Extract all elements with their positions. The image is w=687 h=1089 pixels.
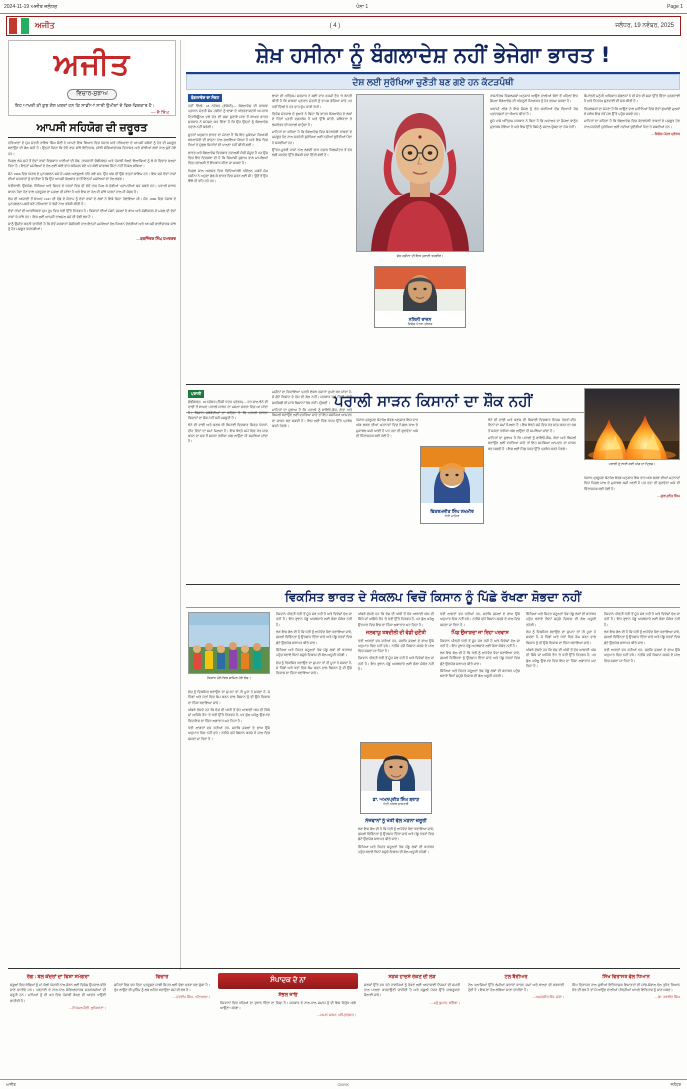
economist-face-illustration (361, 743, 431, 791)
parali-column-4 (488, 418, 576, 580)
letter-1-body: ਸਕੂਲਾਂ ਵਿਚ ਬੱਚਿਆਂ ਨੂੰ ਮਾਂ-ਬੋਲੀ ਪੰਜਾਬੀ ਨਾਲ ਜੋੜਨ ਲਈ ਵਿਸ਼ੇਸ਼ ਉਪਰਾਲੇ ਕੀਤੇ ਜਾਣੇ ਚਾਹੀਦੇ ਹਨ। ਪੜ੍ਹਾਈ ਦੇ ਨਾਲ-ਨਾਲ ਸੱਭਿਆਚਾਰਕ ਸਰਗਰਮੀਆਂ ਵੀ ਜ਼ਰੂਰੀ ਹਨ। ਮਾਪਿਆਂ ਨੂੰ ਵੀ ਘਰ ਵਿਚ ਪੰਜਾਬੀ ਬੋਲਣ ਦੀ ਆਦਤ ਪਾਉਣੀ ਚਾਹੀਦੀ ਹੈ। (10, 982, 106, 1003)
band-page-number: ( 4 ) (329, 23, 341, 29)
parali-portrait-name: ਵਿਕਰਮਜੀਤ ਸਿੰਘ ਲਖਮੀਰ (430, 509, 474, 514)
parali-headline: ਪਰਾਲੀ ਸਾੜਨ ਕਿਸਾਨਾਂ ਦਾ ਸ਼ੌਕ ਨਹੀਂ (334, 392, 532, 410)
farmers-c1-p0: ਦੇਸ਼ ਨੂੰ ਵਿਕਸਿਤ ਬਣਾਉਣ ਦਾ ਸੁਪਨਾ ਤਾਂ ਹੀ ਪੂਰਾ ਹੋ ਸਕਦਾ ਹੈ, ਜੇ ਪਿੰਡਾਂ ਅਤੇ ਖੇਤਾਂ ਵਿਚ ਕੰਮ ਕਰਨ ਵਾਲੇ ਕਿਸਾਨ ਨੂੰ ਵੀ ਉਸੇ ਵਿਕਾਸ ਦਾ ਹਿੱਸਾ ਬਣਾਇਆ ਜਾਵੇ। (188, 690, 270, 705)
editorial-title: ਆਪਸੀ ਸਹਿਯੋਗ ਦੀ ਜ਼ਰੂਰਤ (36, 122, 148, 134)
analyst-face-illustration (375, 267, 465, 311)
lead-c2-p1: ਵਿਦੇਸ਼ ਮੰਤਰਾਲੇ ਦੇ ਬੁਲਾਰੇ ਨੇ ਕਿਹਾ ਕਿ ਭਾਰਤ ਬੰਗਲਾਦੇਸ਼ ਦੇ ਲੋਕਾਂ ਦੇ ਹਿੱਤਾਂ ਪ੍ਰਤੀ ਵਚਨਬੱਧ ਹੈ ਅਤੇ ਉੱਥੇ ਸ਼ਾਂਤੀ, ਸਥਿਰਤਾ ਤੇ ਲੋਕਤੰਤਰ ਦੀ ਬਹਾਲੀ ਚਾਹੁੰਦਾ ਹੈ। (272, 111, 352, 127)
lead-headline-text: ਸ਼ੇਖ਼ ਹਸੀਨਾ ਨੂੰ ਬੰਗਲਾਦੇਸ਼ ਨਹੀਂ ਭੇਜੇਗਾ ਭਾਰਤ ! (255, 42, 611, 67)
farm-expert-face-illustration (421, 447, 483, 503)
page-footer (0, 1079, 687, 1089)
farmers-photo (188, 612, 270, 674)
letter-2-sign: —ਹਰਦੀਪ ਸਿੰਘ, ਪਟਿਆਲਾ। (172, 995, 210, 1000)
section-rule-lead (186, 384, 680, 385)
editorial-para-6: ਸਾਨੂੰ ਉਮੀਦ ਕਰਨੀ ਚਾਹੀਦੀ ਹੈ ਕਿ ਦੋਵੇਂ ਸਰਕਾਰਾਂ ਸੰਜੀਦਗੀ ਨਾਲ ਇਨ੍ਹਾਂ ਮਸਲਿਆਂ ਵੱਲ ਧਿਆਨ ਦੇਣਗੀਆਂ ਅਤੇ ਆਪਸੀ ਭਾਈਚਾਰਕ ਸਾਂਝ ਨੂੰ ਹੋਰ ਮਜ਼ਬੂਤ ਕਰਨਗੀਆਂ। (8, 222, 176, 232)
letter-column-3 (220, 992, 356, 1078)
letter-4-body: ਸੜਕਾਂ ਉੱਤੇ ਵਧ ਰਹੇ ਹਾਦਸਿਆਂ ਨੂੰ ਰੋਕਣ ਲਈ ਆਵਾਜਾਈ ਨਿਯਮਾਂ ਦੀ ਸਖ਼ਤੀ ਨਾਲ ਪਾਲਣਾ ਕਰਵਾਉਣੀ ਚਾਹੀਦੀ ਹੈ ਅਤੇ ਸਕੂਲੀ ਪੱਧਰ ਉੱਤੇ ਜਾਗਰੂਕਤਾ ਫੈਲਾਈ ਜਾਵੇ। (364, 982, 460, 998)
parali-c2-p0: ਮਸ਼ੀਨਾਂ ਦਾ ਕਿਰਾਇਆ ਪ੍ਰਤੀ ਏਕੜ ਹਜ਼ਾਰਾਂ ਰੁਪਏ ਬਣ ਜਾਂਦਾ ਹੈ, ਜੋ ਛੋਟੇ ਕਿਸਾਨ ਦੇ ਵੱਸ ਦੀ ਗੱਲ ਨਹੀਂ। ਸਰਕਾਰ ਵਲੋਂ ਦਿੱਤੀ ਜਾਂਦੀ ਸਬਸਿਡੀ ਵੀ ਸਾਰੇ ਕਿਸਾਨਾਂ ਤੱਕ ਨਹੀਂ ਪਹੁੰਚਦੀ। (272, 390, 352, 405)
footer-center: CMYK (337, 1082, 350, 1087)
farmers-c6-p1: ਲੋੜ ਇਸ ਗੱਲ ਦੀ ਹੈ ਕਿ ਖੇਤੀ ਨੂੰ ਲਾਹੇਵੰਦ ਧੰਦਾ ਬਣਾਇਆ ਜਾਵੇ, ਫ਼ਸਲੀ ਵਿਭਿੰਨਤਾ ਨੂੰ ਉਤਸ਼ਾਹ ਦਿੱਤਾ ਜਾਵੇ ਅਤੇ ਪੇਂਡੂ ਖੇਤਰਾਂ ਵਿਚ ਛੋਟੇ ਉਦਯੋਗ ਸਥਾਪਤ ਕੀਤੇ ਜਾਣ। (604, 629, 680, 645)
farmers-portrait (360, 742, 432, 814)
farmers-c2-p3: ਦੇਸ਼ ਨੂੰ ਵਿਕਸਿਤ ਬਣਾਉਣ ਦਾ ਸੁਪਨਾ ਤਾਂ ਹੀ ਪੂਰਾ ਹੋ ਸਕਦਾ ਹੈ, ਜੇ ਪਿੰਡਾਂ ਅਤੇ ਖੇਤਾਂ ਵਿਚ ਕੰਮ ਕਰਨ ਵਾਲੇ ਕਿਸਾਨ ਨੂੰ ਵੀ ਉਸੇ ਵਿਕਾਸ ਦਾ ਹਿੱਸਾ ਬਣਾਇਆ ਜਾਵੇ। (276, 660, 352, 676)
editorial-para-2: ਸੰਨ 1966 ਵਿਚ ਪੰਜਾਬ ਦੇ ਪੁਨਰਗਠਨ ਸਮੇਂ ਜੋ ਮਸਲੇ ਅਣਸੁਲਝੇ ਰਹਿ ਗਏ ਸਨ, ਉਹ ਅੱਜ ਵੀ ਉਸੇ ਤਰ੍ਹਾਂ ਕਾਇਮ ਹਨ। ਇਸ ਸਮੇਂ ਦੋਵਾਂ ਰਾਜਾਂ ਦੀਆਂ ਸਰਕਾਰਾਂ ਨੂੰ ਚਾਹੀਦਾ ਹੈ ਕਿ ਉਹ ਆਪਸੀ ਗੱਲਬਾਤ ਰਾਹੀਂ ਇਨ੍ਹਾਂ ਮਸਲਿਆਂ ਦਾ ਹੱਲ ਲੱਭਣ। (8, 171, 176, 181)
farmers-c4-p1: ਨੌਜਵਾਨ ਪੀੜ੍ਹੀ ਖੇਤੀ ਤੋਂ ਮੂੰਹ ਮੋੜ ਰਹੀ ਹੈ ਅਤੇ ਵਿਦੇਸ਼ਾਂ ਵੱਲ ਜਾ ਰਹੀ ਹੈ। ਇਹ ਰੁਝਾਨ ਪੇਂਡੂ ਅਰਥਚਾਰੇ ਲਈ ਚੰਗਾ ਸੰਕੇਤ ਨਹੀਂ ਹੈ। (440, 638, 520, 648)
footer-left: ਅਜੀਤ (6, 1082, 16, 1087)
farmers-c3-p2: ਨੌਜਵਾਨ ਪੀੜ੍ਹੀ ਖੇਤੀ ਤੋਂ ਮੂੰਹ ਮੋੜ ਰਹੀ ਹੈ ਅਤੇ ਵਿਦੇਸ਼ਾਂ ਵੱਲ ਜਾ ਰਹੀ ਹੈ। ਇਹ ਰੁਝਾਨ ਪੇਂਡੂ ਅਰਥਚਾਰੇ ਲਈ ਚੰਗਾ ਸੰਕੇਤ ਨਹੀਂ ਹੈ। (358, 656, 434, 672)
letter-column-2 (114, 974, 210, 1078)
letter-5-title: ਟੋਲ ਬੈਰੀਅਰ (504, 975, 528, 980)
editorial-para-0: ਹਰਿਆਣਾ ਦੇ ਮੁੱਖ ਮੰਤਰੀ ਨਾਇਬ ਸਿੰਘ ਸੈਣੀ ਨੇ ਆਪਣੇ ਇਕ ਬਿਆਨ ਵਿਚ ਪੰਜਾਬ ਅਤੇ ਹਰਿਆਣਾ ਦੇ ਆਪਸੀ ਸਬੰਧਾਂ ਨੂੰ ਹੋਰ ਵੀ ਮਜ਼ਬੂਤ ਬਣਾਉਣ ਦੀ ਗੱਲ ਕਹੀ ਹੈ। ਉਨ੍ਹਾਂ ਕਿਹਾ ਕਿ ਦੋਵੇਂ ਰਾਜ ਸਾਂਝੇ ਇਤਿਹਾਸ, ਸਾਂਝੀ ਸੱਭਿਆਚਾਰਕ ਵਿਰਾਸਤ ਅਤੇ ਸਾਂਝੀਆਂ ਲੋੜਾਂ ਨਾਲ ਜੁੜੇ ਹੋਏ ਹਨ। (8, 141, 176, 156)
lead-column-1 (188, 94, 268, 380)
letter-column-5 (468, 974, 564, 1078)
letter-6-title: ਸਿੱਖ ਵਿਰਾਸਤ ਵੱਲ ਧਿਆਨ (602, 975, 650, 980)
letter-5-body: ਟੋਲ ਪਲਾਜ਼ਿਆਂ ਉੱਤੇ ਲੰਮੀਆਂ ਕਤਾਰਾਂ ਕਾਰਨ ਸਮਾਂ ਅਤੇ ਬਾਲਣ ਦੀ ਬਰਬਾਦੀ ਹੁੰਦੀ ਹੈ। ਇਸ ਦਾ ਹੱਲ ਲੱਭਿਆ ਜਾਣਾ ਚਾਹੀਦਾ ਹੈ। (468, 982, 564, 992)
farmers-headline: ਵਿਕਸਿਤ ਭਾਰਤ ਦੇ ਸੰਕਲਪ ਵਿਚੋਂ ਕਿਸਾਨ ਨੂੰ ਪਿੱਛੇ ਰੱਖਣਾ ਸ਼ੋਭਦਾ ਨਹੀਂ (285, 590, 581, 604)
parali-c4-p0: ਝੋਨੇ ਦੀ ਵਾਢੀ ਅਤੇ ਕਣਕ ਦੀ ਬਿਜਾਈ ਵਿਚਕਾਰ ਸਿਰਫ਼ ਪੰਦਰਾਂ-ਵੀਹ ਦਿਨਾਂ ਦਾ ਸਮਾਂ ਮਿਲਦਾ ਹੈ। ਇਸ ਥੋੜ੍ਹੇ ਸਮੇਂ ਵਿਚ ਖੇਤ ਸਾਫ਼ ਕਰਨ ਦਾ ਸਭ ਤੋਂ ਸਸਤਾ ਤਰੀਕਾ ਅੱਗ ਲਾਉਣਾ ਹੀ ਸਮਝਿਆ ਜਾਂਦਾ ਹੈ। (488, 418, 576, 433)
farmers-c4-p0: ਖੇਤੀ ਲਾਗਤਾਂ ਵਧ ਰਹੀਆਂ ਹਨ, ਜਦਕਿ ਫ਼ਸਲਾਂ ਦੇ ਭਾਅ ਉਸੇ ਅਨੁਪਾਤ ਵਿਚ ਨਹੀਂ ਵਧੇ। ਨਤੀਜੇ ਵਜੋਂ ਕਿਸਾਨ ਕਰਜ਼ੇ ਦੇ ਜਾਲ ਵਿਚ ਫਸਦਾ ਜਾ ਰਿਹਾ ਹੈ। (440, 612, 520, 627)
farmers-c1-p2: ਖੇਤੀ ਲਾਗਤਾਂ ਵਧ ਰਹੀਆਂ ਹਨ, ਜਦਕਿ ਫ਼ਸਲਾਂ ਦੇ ਭਾਅ ਉਸੇ ਅਨੁਪਾਤ ਵਿਚ ਨਹੀਂ ਵਧੇ। ਨਤੀਜੇ ਵਜੋਂ ਕਿਸਾਨ ਕਰਜ਼ੇ ਦੇ ਜਾਲ ਵਿਚ ਫਸਦਾ ਜਾ ਰਿਹਾ ਹੈ। (188, 725, 270, 741)
parali-column-3 (356, 418, 418, 580)
farmers-column-4 (440, 612, 520, 960)
parali-c1-p0: ਚੰਡੀਗੜ੍ਹ, 18 ਨਵੰਬਰ (ਨਿੱਜੀ ਪੱਤਰ ਪ੍ਰੇਰਕ)— ਹਰ ਸਾਲ ਝੋਨੇ ਦੀ ਵਾਢੀ ਤੋਂ ਬਾਅਦ ਪਰਾਲੀ ਸਾੜਨ ਦਾ ਮਸਲਾ ਚਰਚਾ ਵਿਚ ਆ ਜਾਂਦਾ ਹੈ। ਕਿਸਾਨ ਜਥੇਬੰਦੀਆਂ ਦਾ ਕਹਿਣਾ ਹੈ ਕਿ ਪਰਾਲੀ ਸਾੜਨਾ ਕਿਸਾਨਾਂ ਦਾ ਸ਼ੌਕ ਨਹੀਂ ਸਗੋਂ ਮਜਬੂਰੀ ਹੈ। (188, 400, 268, 421)
farmers-sub2: ਪਿੰਡ ਉਜਾੜਦਾ ਜਾ ਰਿਹਾ ਪਰਵਾਸ (451, 630, 509, 636)
band-date: ਜਲੰਧਰ, 19 ਨਵੰਬਰ, 2025 (615, 22, 674, 29)
letter-1-title: ਰੰਗ : ਬੋਲ ਕੇਂਦਰਾਂ ਦਾ ਵਿਸ਼ਾ ਸਮੱਗਰਾ (26, 975, 90, 980)
farmers-column-5 (526, 612, 596, 960)
parali-kicker: ਪਰਾਲੀ (188, 390, 204, 398)
letter-6-sign: —ਡਾ. ਰਣਬੀਰ ਸਿੰਘ (654, 995, 680, 1000)
farmers-c1-p1: ਅੰਕੜੇ ਦੱਸਦੇ ਹਨ ਕਿ ਦੇਸ਼ ਦੀ ਅੱਧੀ ਤੋਂ ਵੱਧ ਆਬਾਦੀ ਅੱਜ ਵੀ ਸਿੱਧੇ ਜਾਂ ਅਸਿੱਧੇ ਤੌਰ 'ਤੇ ਖੇਤੀ ਉੱਤੇ ਨਿਰਭਰ ਹੈ, ਪਰ ਕੁੱਲ ਘਰੇਲੂ ਉਤਪਾਦ ਵਿਚ ਇਸ ਦਾ ਹਿੱਸਾ ਲਗਾਤਾਰ ਘਟ ਰਿਹਾ ਹੈ। (188, 707, 270, 723)
lead-column-4 (584, 94, 680, 380)
lead-analyst-portrait (374, 266, 466, 328)
parali-column-2 (272, 390, 352, 580)
lead-photo-caption: ਸ਼ੇਖ਼ ਹਸੀਨਾ ਦੀ ਇਕ ਪੁਰਾਣੀ ਤਸਵੀਰ। (396, 254, 444, 258)
editorial-para-5: ਦੋਵਾਂ ਰਾਜਾਂ ਦੀ ਆਰਥਿਕਤਾ ਮੁੱਖ ਰੂਪ ਵਿਚ ਖੇਤੀ ਉੱਤੇ ਨਿਰਭਰ ਹੈ। ਕਿਸਾਨਾਂ ਦੀਆਂ ਮੰਗਾਂ, ਫ਼ਸਲਾਂ ਦੇ ਭਾਅ ਅਤੇ ਮੰਡੀਕਰਨ ਦੇ ਮਸਲੇ ਵੀ ਦੋਵਾਂ ਰਾਜਾਂ ਦੇ ਸਾਂਝੇ ਹਨ। ਇਸ ਲਈ ਆਪਸੀ ਤਾਲਮੇਲ ਸਮੇਂ ਦੀ ਵੱਡੀ ਲੋੜ ਹੈ। (8, 209, 176, 219)
farmers-c5-p1: ਦੇਸ਼ ਨੂੰ ਵਿਕਸਿਤ ਬਣਾਉਣ ਦਾ ਸੁਪਨਾ ਤਾਂ ਹੀ ਪੂਰਾ ਹੋ ਸਕਦਾ ਹੈ, ਜੇ ਪਿੰਡਾਂ ਅਤੇ ਖੇਤਾਂ ਵਿਚ ਕੰਮ ਕਰਨ ਵਾਲੇ ਕਿਸਾਨ ਨੂੰ ਵੀ ਉਸੇ ਵਿਕਾਸ ਦਾ ਹਿੱਸਾ ਬਣਾਇਆ ਜਾਵੇ। (526, 629, 596, 645)
lead-kicker: ਬੰਗਲਾਦੇਸ਼ ਦਾ ਸੰਕਟ (188, 94, 222, 102)
editorial-para-3: ਖੇਤੀਬਾੜੀ, ਉਦਯੋਗ, ਸਿੱਖਿਆ ਅਤੇ ਸਿਹਤ ਦੇ ਖੇਤਰਾਂ ਵਿਚ ਵੀ ਦੋਵੇਂ ਰਾਜ ਮਿਲ ਕੇ ਵੱਡੀਆਂ ਪ੍ਰਾਪਤੀਆਂ ਕਰ ਸਕਦੇ ਹਨ। ਪਰਾਲੀ ਸਾੜਨ ਕਾਰਨ ਪੈਦਾ ਹੋਣ ਵਾਲੇ ਪ੍ਰਦੂਸ਼ਣ ਦਾ ਮਸਲਾ ਵੀ ਸਾਂਝਾ ਹੈ ਅਤੇ ਇਸ ਦਾ ਹੱਲ ਵੀ ਸਾਂਝੇ ਯਤਨਾਂ ਨਾਲ ਹੀ ਸੰਭਵ ਹੈ। (8, 184, 176, 194)
parali-portrait (420, 446, 484, 524)
letter-2-title: ਵਿਚਾਰ (155, 975, 169, 980)
parali-c2-p1: ਮਾਹਿਰਾਂ ਦਾ ਸੁਝਾਅ ਹੈ ਕਿ ਪਰਾਲੀ ਨੂੰ ਬਾਇਓ-ਗੈਸ, ਗੱਤਾ ਅਤੇ ਬਿਜਲੀ ਬਣਾਉਣ ਲਈ ਵਰਤਿਆ ਜਾਵੇ ਤਾਂ ਇਹ ਸਮੱਸਿਆ ਆਮਦਨ ਦਾ ਸਾਧਨ ਬਣ ਸਕਦੀ ਹੈ। ਇਸ ਲਈ ਪਿੰਡ ਪੱਧਰ ਉੱਤੇ ਪ੍ਰਬੰਧ ਕਰਨੇ ਪੈਣਗੇ। (272, 407, 352, 428)
farmers-portrait-name: ਡਾ. ਅਮਨਪ੍ਰੀਤ ਸਿੰਘ ਬਰਾੜ (372, 797, 420, 802)
scan-header-right: Page 1 (667, 3, 683, 10)
letters-top-rule (8, 968, 680, 969)
letter-5-sign: —ਅਮਰਜੀਤ ਕੌਰ, ਮੋਗਾ। (532, 995, 564, 1000)
footer-right: ਜਲੰਧਰ (670, 1082, 681, 1087)
lead-c4-p1: ਵਿਸ਼ਲੇਸ਼ਕਾਂ ਦਾ ਮੰਨਣਾ ਹੈ ਕਿ ਆਉਣ ਵਾਲੇ ਮਹੀਨਿਆਂ ਵਿਚ ਦੋਵਾਂ ਗੁਆਂਢੀ ਮੁਲਕਾਂ ਦੇ ਸਬੰਧ ਇਕ ਨਵੇਂ ਮੋੜ ਉੱਤੇ ਪਹੁੰਚ ਸਕਦੇ ਹਨ। (584, 106, 680, 116)
lead-subheadline-text: ਦੇਸ਼ ਲਈ ਸੁਰੱਖਿਆ ਚੁਣੌਤੀ ਬਣ ਗਏ ਹਨ ਕੱਟੜਪੰਥੀ (352, 76, 514, 87)
lead-c2-p2: ਮਾਹਿਰਾਂ ਦਾ ਕਹਿਣਾ ਹੈ ਕਿ ਬੰਗਲਾਦੇਸ਼ ਵਿਚ ਕੱਟੜਪੰਥੀ ਤਾਕਤਾਂ ਦੇ ਮਜ਼ਬੂਤ ਹੋਣ ਨਾਲ ਸਰਹੱਦੀ ਸੁਰੱਖਿਆ ਲਈ ਨਵੀਆਂ ਚੁਣੌਤੀਆਂ ਪੈਦਾ ਹੋ ਸਕਦੀਆਂ ਹਨ। (272, 129, 352, 145)
farmers-c5-p2: ਅੰਕੜੇ ਦੱਸਦੇ ਹਨ ਕਿ ਦੇਸ਼ ਦੀ ਅੱਧੀ ਤੋਂ ਵੱਧ ਆਬਾਦੀ ਅੱਜ ਵੀ ਸਿੱਧੇ ਜਾਂ ਅਸਿੱਧੇ ਤੌਰ 'ਤੇ ਖੇਤੀ ਉੱਤੇ ਨਿਰਭਰ ਹੈ, ਪਰ ਕੁੱਲ ਘਰੇਲੂ ਉਤਪਾਦ ਵਿਚ ਇਸ ਦਾ ਹਿੱਸਾ ਲਗਾਤਾਰ ਘਟ ਰਿਹਾ ਹੈ। (526, 647, 596, 668)
farmers-c2-p0: ਨੌਜਵਾਨ ਪੀੜ੍ਹੀ ਖੇਤੀ ਤੋਂ ਮੂੰਹ ਮੋੜ ਰਹੀ ਹੈ ਅਤੇ ਵਿਦੇਸ਼ਾਂ ਵੱਲ ਜਾ ਰਹੀ ਹੈ। ਇਹ ਰੁਝਾਨ ਪੇਂਡੂ ਅਰਥਚਾਰੇ ਲਈ ਚੰਗਾ ਸੰਕੇਤ ਨਹੀਂ ਹੈ। (276, 612, 352, 627)
parali-fire-photo (584, 388, 680, 460)
parali-column-1 (188, 390, 268, 580)
farmers-c3b-p0: ਲੋੜ ਇਸ ਗੱਲ ਦੀ ਹੈ ਕਿ ਖੇਤੀ ਨੂੰ ਲਾਹੇਵੰਦ ਧੰਦਾ ਬਣਾਇਆ ਜਾਵੇ, ਫ਼ਸਲੀ ਵਿਭਿੰਨਤਾ ਨੂੰ ਉਤਸ਼ਾਹ ਦਿੱਤਾ ਜਾਵੇ ਅਤੇ ਪੇਂਡੂ ਖੇਤਰਾਂ ਵਿਚ ਛੋਟੇ ਉਦਯੋਗ ਸਥਾਪਤ ਕੀਤੇ ਜਾਣ। (358, 826, 434, 842)
farmers-column-1 (188, 690, 270, 960)
farmers-c6-p0: ਨੌਜਵਾਨ ਪੀੜ੍ਹੀ ਖੇਤੀ ਤੋਂ ਮੂੰਹ ਮੋੜ ਰਹੀ ਹੈ ਅਤੇ ਵਿਦੇਸ਼ਾਂ ਵੱਲ ਜਾ ਰਹੀ ਹੈ। ਇਹ ਰੁਝਾਨ ਪੇਂਡੂ ਅਰਥਚਾਰੇ ਲਈ ਚੰਗਾ ਸੰਕੇਤ ਨਹੀਂ ਹੈ। (604, 612, 680, 627)
parali-c1-p1: ਝੋਨੇ ਦੀ ਵਾਢੀ ਅਤੇ ਕਣਕ ਦੀ ਬਿਜਾਈ ਵਿਚਕਾਰ ਸਿਰਫ਼ ਪੰਦਰਾਂ-ਵੀਹ ਦਿਨਾਂ ਦਾ ਸਮਾਂ ਮਿਲਦਾ ਹੈ। ਇਸ ਥੋੜ੍ਹੇ ਸਮੇਂ ਵਿਚ ਖੇਤ ਸਾਫ਼ ਕਰਨ ਦਾ ਸਭ ਤੋਂ ਸਸਤਾ ਤਰੀਕਾ ਅੱਗ ਲਾਉਣਾ ਹੀ ਸਮਝਿਆ ਜਾਂਦਾ ਹੈ। (188, 423, 268, 444)
hasina-portrait-illustration (357, 95, 483, 251)
scan-header-center: ਪੰਨਾ 1 (356, 3, 369, 10)
letter-column-6 (572, 974, 680, 1078)
farmers-c6-p2: ਖੇਤੀ ਲਾਗਤਾਂ ਵਧ ਰਹੀਆਂ ਹਨ, ਜਦਕਿ ਫ਼ਸਲਾਂ ਦੇ ਭਾਅ ਉਸੇ ਅਨੁਪਾਤ ਵਿਚ ਨਹੀਂ ਵਧੇ। ਨਤੀਜੇ ਵਜੋਂ ਕਿਸਾਨ ਕਰਜ਼ੇ ਦੇ ਜਾਲ ਵਿਚ ਫਸਦਾ ਜਾ ਰਿਹਾ ਹੈ। (604, 647, 680, 663)
letter-2-body: ਸ਼ਹਿਰਾਂ ਵਿਚ ਵਧ ਰਿਹਾ ਪ੍ਰਦੂਸ਼ਣ ਸਾਡੀ ਸਿਹਤ ਲਈ ਵੱਡਾ ਖ਼ਤਰਾ ਬਣ ਚੁੱਕਾ ਹੈ। ਰੁੱਖ ਲਾਉਣ ਦੀ ਮੁਹਿੰਮ ਨੂੰ ਲੋਕ ਲਹਿਰ ਬਣਾਉਣਾ ਸਮੇਂ ਦੀ ਲੋੜ ਹੈ। (114, 982, 210, 992)
lead-c1-p0: ਨਵੀਂ ਦਿੱਲੀ, 18 ਨਵੰਬਰ (ਏਜੰਸੀ)— ਬੰਗਲਾਦੇਸ਼ ਦੀ ਸਾਬਕਾ ਪ੍ਰਧਾਨ ਮੰਤਰੀ ਸ਼ੇਖ਼ ਹਸੀਨਾ ਨੂੰ ਢਾਕਾ ਦੇ ਅੰਤਰਰਾਸ਼ਟਰੀ ਅਪਰਾਧ ਟ੍ਰਿਬਿਊਨਲ ਵਲੋਂ ਮੌਤ ਦੀ ਸਜ਼ਾ ਸੁਣਾਏ ਜਾਣ ਤੋਂ ਬਾਅਦ ਭਾਰਤ ਸਰਕਾਰ ਨੇ ਸਪੱਸ਼ਟ ਕਰ ਦਿੱਤਾ ਹੈ ਕਿ ਉਹ ਉਨ੍ਹਾਂ ਨੂੰ ਬੰਗਲਾਦੇਸ਼ ਹਵਾਲੇ ਨਹੀਂ ਕਰੇਗੀ। (188, 104, 268, 130)
letter-1-sign: —ਨਿਰਮਲ ਸੈਣੀ, ਲੁਧਿਆਣਾ। (68, 1005, 106, 1010)
letter-column-1 (10, 974, 106, 1078)
scan-header-left: 2024-11-19 ਅਜੀਤ ਜਲੰਧਰ (4, 3, 58, 10)
lead-headline (186, 38, 680, 74)
parali-byline: —ਗੁਰਪ੍ਰੀਤ ਸਿੰਘ (657, 493, 680, 498)
farmers-rule (186, 607, 680, 608)
letter-6-body: ਸਿੱਖ ਵਿਰਾਸਤ ਨਾਲ ਜੁੜੀਆਂ ਇਤਿਹਾਸਕ ਇਮਾਰਤਾਂ ਦੀ ਸਾਂਭ-ਸੰਭਾਲ ਵੱਲ ਤੁਰੰਤ ਧਿਆਨ ਦੇਣ ਦੀ ਲੋੜ ਹੈ ਤਾਂ ਜੋ ਆਉਣ ਵਾਲੀਆਂ ਪੀੜ੍ਹੀਆਂ ਆਪਣੇ ਇਤਿਹਾਸ ਨੂੰ ਜਾਣ ਸਕਣ। (572, 982, 680, 992)
farmers-column-6 (604, 612, 680, 960)
letter-4-sign: —ਮਨੂੰ ਕੁਮਾਰ, ਬਠਿੰਡਾ। (430, 1000, 460, 1005)
letter-4-title: ਸੜਕ ਹਾਦਸੇ ਰੋਕਣ ਦੀ ਲੋੜ (388, 975, 436, 980)
farmers-photo-caption: ਕਿਸਾਨ ਮੇਲੇ ਵਿਚ ਸ਼ਾਮਿਲ ਹੋਏ ਲੋਕ। (207, 676, 251, 680)
scan-header-bar (0, 0, 687, 14)
parali-c3-p0: ਪੰਜਾਬ ਪ੍ਰਦੂਸ਼ਣ ਕੰਟਰੋਲ ਬੋਰਡ ਅਨੁਸਾਰ ਇਸ ਵਾਰ ਅੱਗ ਲੱਗਣ ਦੀਆਂ ਘਟਨਾਵਾਂ ਵਿਚ ਪਿਛਲੇ ਸਾਲ ਦੇ ਮੁਕਾਬਲੇ ਕਮੀ ਆਈ ਹੈ ਪਰ ਹਵਾ ਦੀ ਗੁਣਵੱਤਾ ਅਜੇ ਵੀ ਚਿੰਤਾਜਨਕ ਬਣੀ ਹੋਈ ਹੈ। (356, 418, 418, 438)
lead-c1-p2: ਭਾਰਤ ਅਤੇ ਬੰਗਲਾਦੇਸ਼ ਵਿਚਕਾਰ ਹਵਾਲਗੀ ਸੰਧੀ ਮੌਜੂਦ ਹੈ ਪਰ ਉਸ ਵਿਚ ਇਹ ਵਿਵਸਥਾ ਵੀ ਹੈ ਕਿ ਸਿਆਸੀ ਸੁਭਾਅ ਵਾਲੇ ਮਾਮਲਿਆਂ ਵਿਚ ਹਵਾਲਗੀ ਤੋਂ ਇਨਕਾਰ ਕੀਤਾ ਜਾ ਸਕਦਾ ਹੈ। (188, 150, 268, 166)
editorial-body (8, 141, 176, 971)
farmers-c2-p2: ਸਿੱਖਿਆ ਅਤੇ ਸਿਹਤ ਸਹੂਲਤਾਂ ਤੱਕ ਪੇਂਡੂ ਲੋਕਾਂ ਦੀ ਬਰਾਬਰ ਪਹੁੰਚ ਬਣਾਏ ਬਿਨਾਂ ਸਮੁੱਚੇ ਵਿਕਾਸ ਦੀ ਗੱਲ ਅਧੂਰੀ ਰਹੇਗੀ। (276, 647, 352, 658)
band-square-red (9, 18, 17, 34)
lead-photo-hasina (356, 94, 484, 252)
masthead-subtitle: ਵਿਚਾਰ-ਸੁਝਾਅ (67, 89, 117, 100)
parali-photo-caption: ਪਰਾਲੀ ਨੂੰ ਲਾਈ ਗਈ ਅੱਗ ਦਾ ਦ੍ਰਿਸ਼। (608, 462, 656, 466)
column-rule-1 (180, 40, 181, 970)
crowd-illustration (189, 613, 269, 673)
lead-c4-p0: ਕੌਮਾਂਤਰੀ ਮਨੁੱਖੀ ਅਧਿਕਾਰ ਸੰਗਠਨਾਂ ਨੇ ਵੀ ਮੌਤ ਦੀ ਸਜ਼ਾ ਉੱਤੇ ਚਿੰਤਾ ਪ੍ਰਗਟਾਈ ਹੈ ਅਤੇ ਨਿਰਪੱਖ ਸੁਣਵਾਈ ਦੀ ਮੰਗ ਕੀਤੀ ਹੈ। (584, 94, 680, 104)
farmers-c4-p3: ਸਿੱਖਿਆ ਅਤੇ ਸਿਹਤ ਸਹੂਲਤਾਂ ਤੱਕ ਪੇਂਡੂ ਲੋਕਾਂ ਦੀ ਬਰਾਬਰ ਪਹੁੰਚ ਬਣਾਏ ਬਿਨਾਂ ਸਮੁੱਚੇ ਵਿਕਾਸ ਦੀ ਗੱਲ ਅਧੂਰੀ ਰਹੇਗੀ। (440, 669, 520, 679)
letter-3-title: ਸੰਭਲ ਜਾਓ (278, 993, 298, 998)
farmers-sub1: ਜਲਵਾਯੂ ਤਬਦੀਲੀ ਦੀ ਵੱਡੀ ਚੁਣੌਤੀ (366, 630, 426, 636)
masthead-tagline-text: ਇਹ ਆਖ਼ਰੀ ਕੀ ਕੁਝ ਗੱਲ ਖ਼ਬਰਾਂ ਹਨ ਕਿ ਸਾਡੀਆਂ ਸਾਰੀ ਉਮੀਦਾਂ ਦੇ ਵਿਚ-ਵਿਚਕਾਰ ਹੈ। (15, 103, 155, 108)
lead-c1-p1: ਸੂਤਰਾਂ ਅਨੁਸਾਰ ਭਾਰਤ ਦਾ ਮੰਨਣਾ ਹੈ ਕਿ ਇਹ ਮੁਕੱਦਮਾ ਸਿਆਸੀ ਬਦਲਾਖੋਰੀ ਦੀ ਭਾਵਨਾ ਨਾਲ ਚਲਾਇਆ ਗਿਆ ਹੈ ਅਤੇ ਇਸ ਵਿਚ ਨਿਆਂ ਦੇ ਮੁੱਢਲੇ ਸਿਧਾਂਤਾਂ ਦੀ ਪਾਲਣਾ ਨਹੀਂ ਕੀਤੀ ਗਈ। (188, 132, 268, 148)
burning-field-illustration (585, 389, 679, 459)
farmers-c5-p0: ਸਿੱਖਿਆ ਅਤੇ ਸਿਹਤ ਸਹੂਲਤਾਂ ਤੱਕ ਪੇਂਡੂ ਲੋਕਾਂ ਦੀ ਬਰਾਬਰ ਪਹੁੰਚ ਬਣਾਏ ਬਿਨਾਂ ਸਮੁੱਚੇ ਵਿਕਾਸ ਦੀ ਗੱਲ ਅਧੂਰੀ ਰਹੇਗੀ। (526, 612, 596, 627)
lead-subheadline (186, 74, 680, 90)
parali-c5-p0: ਪੰਜਾਬ ਪ੍ਰਦੂਸ਼ਣ ਕੰਟਰੋਲ ਬੋਰਡ ਅਨੁਸਾਰ ਇਸ ਵਾਰ ਅੱਗ ਲੱਗਣ ਦੀਆਂ ਘਟਨਾਵਾਂ ਵਿਚ ਪਿਛਲੇ ਸਾਲ ਦੇ ਮੁਕਾਬਲੇ ਕਮੀ ਆਈ ਹੈ ਪਰ ਹਵਾ ਦੀ ਗੁਣਵੱਤਾ ਅਜੇ ਵੀ ਚਿੰਤਾਜਨਕ ਬਣੀ ਹੋਈ ਹੈ। (584, 476, 680, 491)
farmers-c4-p2: ਲੋੜ ਇਸ ਗੱਲ ਦੀ ਹੈ ਕਿ ਖੇਤੀ ਨੂੰ ਲਾਹੇਵੰਦ ਧੰਦਾ ਬਣਾਇਆ ਜਾਵੇ, ਫ਼ਸਲੀ ਵਿਭਿੰਨਤਾ ਨੂੰ ਉਤਸ਼ਾਹ ਦਿੱਤਾ ਜਾਵੇ ਅਤੇ ਪੇਂਡੂ ਖੇਤਰਾਂ ਵਿਚ ਛੋਟੇ ਉਦਯੋਗ ਸਥਾਪਤ ਕੀਤੇ ਜਾਣ। (440, 651, 520, 666)
lead-analyst-name: ਨਲਿਨੀ ਰਾਜਨ (408, 317, 432, 322)
farmers-column-3b (358, 818, 434, 960)
lead-c3-p2: ਦੂਜੇ ਪਾਸੇ ਅੰਤ੍ਰਿਮ ਸਰਕਾਰ ਨੇ ਕਿਹਾ ਹੈ ਕਿ ਅਦਾਲਤ ਦਾ ਫ਼ੈਸਲਾ ਕਾਨੂੰਨ ਮੁਤਾਬਕ ਹੋਇਆ ਹੈ ਅਤੇ ਇਸ ਉੱਤੇ ਕਿਸੇ ਨੂੰ ਸਵਾਲ ਚੁੱਕਣ ਦਾ ਹੱਕ ਨਹੀਂ। (490, 119, 578, 129)
lead-c2-p0: ਢਾਕਾ ਦੀ ਅੰਤ੍ਰਿਮ ਸਰਕਾਰ ਨੇ ਕਈ ਵਾਰ ਰਸਮੀ ਤੌਰ 'ਤੇ ਬੇਨਤੀ ਕੀਤੀ ਹੈ ਕਿ ਸਾਬਕਾ ਪ੍ਰਧਾਨ ਮੰਤਰੀ ਨੂੰ ਵਾਪਸ ਭੇਜਿਆ ਜਾਵੇ ਪਰ ਨਵੀਂ ਦਿੱਲੀ ਨੇ ਹਰ ਵਾਰ ਚੁੱਪ ਧਾਰੀ ਰੱਖੀ। (272, 94, 352, 109)
lead-c4-p2: ਮਾਹਿਰਾਂ ਦਾ ਕਹਿਣਾ ਹੈ ਕਿ ਬੰਗਲਾਦੇਸ਼ ਵਿਚ ਕੱਟੜਪੰਥੀ ਤਾਕਤਾਂ ਦੇ ਮਜ਼ਬੂਤ ਹੋਣ ਨਾਲ ਸਰਹੱਦੀ ਸੁਰੱਖਿਆ ਲਈ ਨਵੀਆਂ ਚੁਣੌਤੀਆਂ ਪੈਦਾ ਹੋ ਸਕਦੀਆਂ ਹਨ। (584, 119, 680, 129)
farmers-c2-p1: ਲੋੜ ਇਸ ਗੱਲ ਦੀ ਹੈ ਕਿ ਖੇਤੀ ਨੂੰ ਲਾਹੇਵੰਦ ਧੰਦਾ ਬਣਾਇਆ ਜਾਵੇ, ਫ਼ਸਲੀ ਵਿਭਿੰਨਤਾ ਨੂੰ ਉਤਸ਼ਾਹ ਦਿੱਤਾ ਜਾਵੇ ਅਤੇ ਪੇਂਡੂ ਖੇਤਰਾਂ ਵਿਚ ਛੋਟੇ ਉਦਯੋਗ ਸਥਾਪਤ ਕੀਤੇ ਜਾਣ। (276, 629, 352, 645)
masthead-tagline-sign: — ਜੈ ਸਿੰਘ (150, 109, 169, 115)
lead-c3-p0: ਰਾਜਨੀਤਕ ਵਿਸ਼ਲੇਸ਼ਕਾਂ ਅਨੁਸਾਰ ਆਉਣ ਵਾਲੀਆਂ ਚੋਣਾਂ ਤੋਂ ਪਹਿਲਾਂ ਇਹ ਫ਼ੈਸਲਾ ਬੰਗਲਾਦੇਸ਼ ਦੀ ਅੰਦਰੂਨੀ ਸਿਆਸਤ ਨੂੰ ਹੋਰ ਗਰਮਾ ਸਕਦਾ ਹੈ। (490, 94, 578, 104)
editorial-signature: —ਬਰਜਿੰਦਰ ਸਿੰਘ ਹਮਦਰਦ (136, 235, 176, 241)
parali-c4-p1: ਮਾਹਿਰਾਂ ਦਾ ਸੁਝਾਅ ਹੈ ਕਿ ਪਰਾਲੀ ਨੂੰ ਬਾਇਓ-ਗੈਸ, ਗੱਤਾ ਅਤੇ ਬਿਜਲੀ ਬਣਾਉਣ ਲਈ ਵਰਤਿਆ ਜਾਵੇ ਤਾਂ ਇਹ ਸਮੱਸਿਆ ਆਮਦਨ ਦਾ ਸਾਧਨ ਬਣ ਸਕਦੀ ਹੈ। ਇਸ ਲਈ ਪਿੰਡ ਪੱਧਰ ਉੱਤੇ ਪ੍ਰਬੰਧ ਕਰਨੇ ਪੈਣਗੇ। (488, 435, 576, 451)
band-paper-name: ਅਜੀਤ (35, 21, 55, 30)
farmers-portrait-sub: ਖੇਤੀ ਅਰਥ ਸ਼ਾਸਤਰੀ (383, 802, 409, 806)
band-square-green (21, 18, 29, 34)
letters-ribbon (218, 973, 358, 989)
editorial-rule (8, 137, 176, 138)
parali-column-5 (584, 476, 680, 580)
parali-portrait-sub: ਖੇਤੀ ਮਾਹਿਰ (444, 514, 460, 518)
farmers-c3-p0: ਅੰਕੜੇ ਦੱਸਦੇ ਹਨ ਕਿ ਦੇਸ਼ ਦੀ ਅੱਧੀ ਤੋਂ ਵੱਧ ਆਬਾਦੀ ਅੱਜ ਵੀ ਸਿੱਧੇ ਜਾਂ ਅਸਿੱਧੇ ਤੌਰ 'ਤੇ ਖੇਤੀ ਉੱਤੇ ਨਿਰਭਰ ਹੈ, ਪਰ ਕੁੱਲ ਘਰੇਲੂ ਉਤਪਾਦ ਵਿਚ ਇਸ ਦਾ ਹਿੱਸਾ ਲਗਾਤਾਰ ਘਟ ਰਿਹਾ ਹੈ। (358, 612, 434, 627)
lead-byline: —ਵਿਸ਼ੇਸ਼ ਪੱਤਰ ਪ੍ਰੇਰਕ (651, 131, 680, 136)
farmers-sub3: ਨੌਜਵਾਨਾਂ ਨੂੰ ਖੇਤੀ ਵੱਲ ਮੋੜਨਾ ਜ਼ਰੂਰੀ (365, 819, 427, 824)
letters-ribbon-label: ਸੰਪਾਦਕ ਦੇ ਨਾਂ (270, 977, 306, 984)
letter-3-sign: —ਅਮਨ ਸ਼ਰਮਾ, ਅੰਮ੍ਰਿਤਸਰ। (316, 1013, 356, 1018)
page-band (6, 16, 681, 36)
masthead-tagline (9, 100, 175, 117)
farmers-c3-p1: ਖੇਤੀ ਲਾਗਤਾਂ ਵਧ ਰਹੀਆਂ ਹਨ, ਜਦਕਿ ਫ਼ਸਲਾਂ ਦੇ ਭਾਅ ਉਸੇ ਅਨੁਪਾਤ ਵਿਚ ਨਹੀਂ ਵਧੇ। ਨਤੀਜੇ ਵਜੋਂ ਕਿਸਾਨ ਕਰਜ਼ੇ ਦੇ ਜਾਲ ਵਿਚ ਫਸਦਾ ਜਾ ਰਿਹਾ ਹੈ। (358, 638, 434, 654)
lead-c2-p3: ਉੱਤਰ-ਪੂਰਬੀ ਰਾਜਾਂ ਨਾਲ ਲੱਗਦੀ ਚਾਰ ਹਜ਼ਾਰ ਕਿਲੋਮੀਟਰ ਤੋਂ ਵੱਧ ਲੰਬੀ ਸਰਹੱਦ ਉੱਤੇ ਚੌਕਸੀ ਵਧਾ ਦਿੱਤੀ ਗਈ ਹੈ। (272, 147, 352, 158)
lead-column-3 (490, 94, 578, 380)
lead-column-2 (272, 94, 352, 380)
lead-c1-p3: ਪਿਛਲੇ ਸਾਲ ਅਗਸਤ ਵਿਚ ਵਿਦਿਆਰਥੀ ਅੰਦੋਲਨ ਮਗਰੋਂ ਸ਼ੇਖ਼ ਹਸੀਨਾ ਨੇ ਅਹੁਦਾ ਛੱਡ ਕੇ ਭਾਰਤ ਵਿਚ ਸ਼ਰਨ ਲਈ ਸੀ। ਉਦੋਂ ਤੋਂ ਉਹ ਇੱਥੇ ਹੀ ਰਹਿ ਰਹੇ ਹਨ। (188, 168, 268, 184)
editorial-para-4: ਦੇਸ਼ ਦੀ ਆਜ਼ਾਦੀ ਤੋਂ ਬਾਅਦ 1947 ਦੀ ਵੰਡ ਦੇ ਸੰਤਾਪ ਨੂੰ ਦੋਵਾਂ ਰਾਜਾਂ ਦੇ ਲੋਕਾਂ ਨੇ ਇਕੋ ਜਿਹਾ ਹੰਢਾਇਆ ਸੀ। ਸੰਨ 1966 ਵਿਚ ਪੰਜਾਬ ਦੇ ਪੁਨਰਗਠਨ ਮਗਰੋਂ ਬਣੇ ਹਰਿਆਣਾ ਨੇ ਤੇਜ਼ੀ ਨਾਲ ਤਰੱਕੀ ਕੀਤੀ ਹੈ। (8, 196, 176, 207)
editorial-para-1: ਪਿਛਲੇ ਲੰਮੇ ਸਮੇਂ ਤੋਂ ਦੋਵਾਂ ਰਾਜਾਂ ਵਿਚਕਾਰ ਪਾਣੀਆਂ ਦੀ ਵੰਡ, ਰਾਜਧਾਨੀ ਚੰਡੀਗੜ੍ਹ ਅਤੇ ਪੰਜਾਬੀ ਬੋਲਦੇ ਇਲਾਕਿਆਂ ਨੂੰ ਲੈ ਕੇ ਵਿਵਾਦ ਚਲਦਾ ਰਿਹਾ ਹੈ। ਇਨ੍ਹਾਂ ਮਸਲਿਆਂ ਦੇ ਹੱਲ ਲਈ ਕਈ ਵਾਰ ਕਮਿਸ਼ਨ ਬਣੇ ਪਰ ਕੋਈ ਸਾਰਥਕ ਸਿੱਟਾ ਨਹੀਂ ਨਿਕਲ ਸਕਿਆ। (8, 158, 176, 169)
letter-column-4 (364, 974, 460, 1078)
farmers-c3b-p1: ਸਿੱਖਿਆ ਅਤੇ ਸਿਹਤ ਸਹੂਲਤਾਂ ਤੱਕ ਪੇਂਡੂ ਲੋਕਾਂ ਦੀ ਬਰਾਬਰ ਪਹੁੰਚ ਬਣਾਏ ਬਿਨਾਂ ਸਮੁੱਚੇ ਵਿਕਾਸ ਦੀ ਗੱਲ ਅਧੂਰੀ ਰਹੇਗੀ। (358, 844, 434, 854)
lead-analyst-sub: ਵਿਸ਼ੇਸ਼ ਪੱਤਰ ਪ੍ਰੇਰਕ (407, 322, 433, 326)
letter-3-body: ਨੌਜਵਾਨਾਂ ਵਿਚ ਨਸ਼ਿਆਂ ਦਾ ਰੁਝਾਨ ਚਿੰਤਾ ਦਾ ਵਿਸ਼ਾ ਹੈ। ਸਰਕਾਰ ਦੇ ਨਾਲ-ਨਾਲ ਸਮਾਜ ਨੂੰ ਵੀ ਇਸ ਵਿਰੁੱਧ ਅੱਗੇ ਆਉਣਾ ਪਵੇਗਾ। (220, 1000, 356, 1010)
masthead-title: ਅਜੀਤ (53, 47, 131, 82)
section-rule-parali (186, 584, 680, 585)
masthead-logo (8, 40, 176, 116)
lead-c3-p1: ਅਵਾਮੀ ਲੀਗ ਨੇ ਇਸ ਫ਼ੈਸਲੇ ਨੂੰ ਰੱਦ ਕਰਦਿਆਂ ਦੇਸ਼ ਵਿਆਪੀ ਰੋਸ ਪ੍ਰਦਰਸ਼ਨਾਂ ਦਾ ਐਲਾਨ ਕੀਤਾ ਹੈ। (490, 106, 578, 116)
farmers-column-2 (276, 612, 352, 960)
